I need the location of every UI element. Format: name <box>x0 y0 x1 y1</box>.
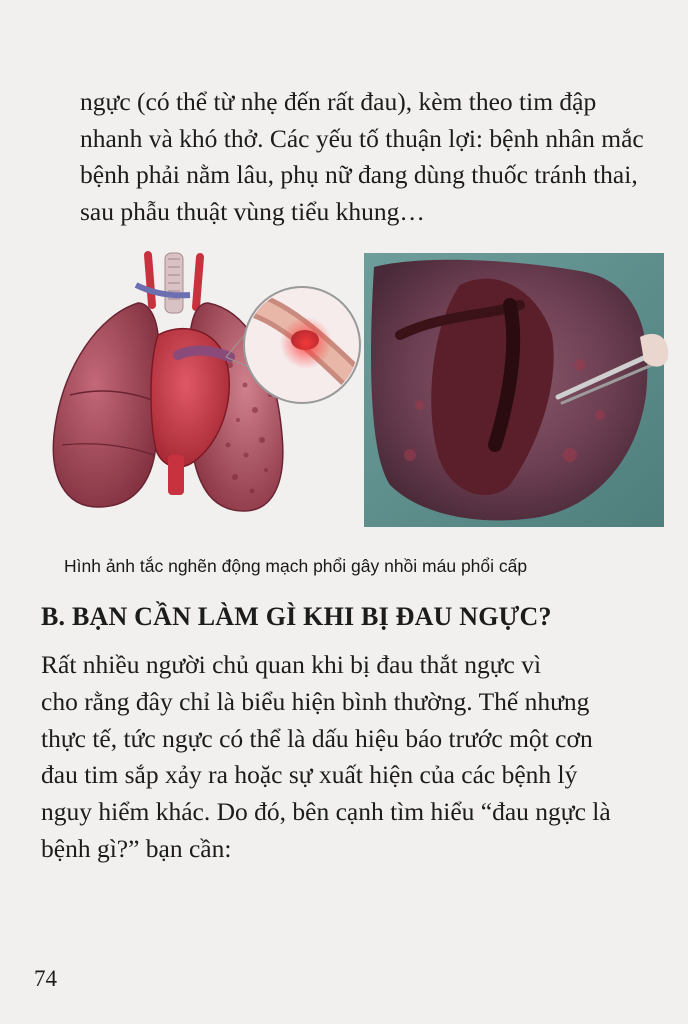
blood-vessel-clot-icon <box>240 287 370 403</box>
lung-tissue-photo <box>364 253 668 527</box>
figure <box>40 245 670 535</box>
paragraph-bottom: Rất nhiều người chủ quan khi bị đau thắt ngực vì cho rằng đây chỉ là biểu hiện bình thường. Thế nhưng thực tế, tức ngực có thể là dấu hiệu báo trước một cơn đau tim sắp xảy ra hoặc sự xuất hiện của các bệnh lý nguy hiểm khác. Do đó, bên cạnh tìm hiểu “đau ngực là bệnh gì?” bạn cần: <box>41 650 611 863</box>
figure-caption: Hình ảnh tắc nghẽn động mạch phổi gây nhồi máu phổi cấp <box>64 556 528 576</box>
paragraph-top: ngực (có thể từ nhẹ đến rất đau), kèm theo tim đập nhanh và khó thở. Các yếu tố thuận lợi: bệnh nhân mắc bệnh phải nằm lâu, phụ nữ đang dùng thuốc tránh thai, sau phẫu thuật vùng tiểu khung… <box>80 87 644 226</box>
figure-svg <box>40 245 670 535</box>
page-number: 74 <box>34 966 57 991</box>
section-heading: B. BẠN CẦN LÀM GÌ KHI BỊ ĐAU NGỰC? <box>41 602 552 631</box>
